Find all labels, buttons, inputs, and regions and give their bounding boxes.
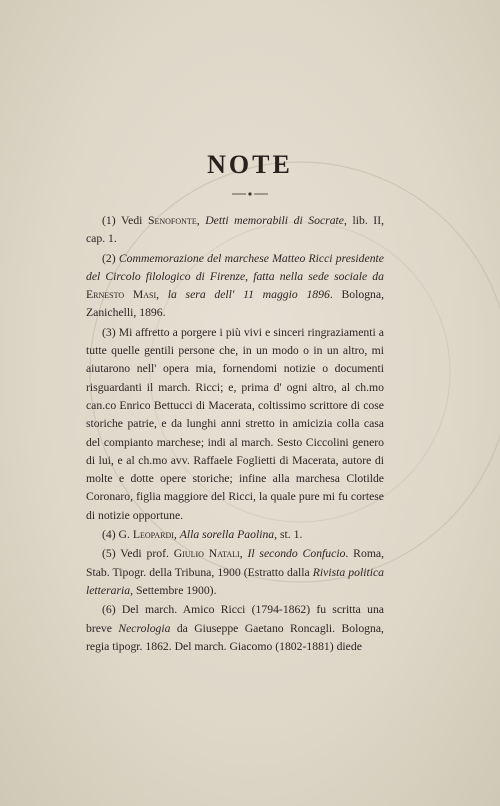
work-title: Il secondo Confucio [247,547,346,561]
note-3: (3) Mi affretto a porgere i più vivi e sinceri ringraziamenti a tutte quelle gentili persone che, in un modo o in un altro, mi aiutarono nell' opera mia, fornendomi notizie o documenti risguardanti il march. Ricci; e, prima d' ogni altro, al ch.mo can.co Enrico Bettucci di Macerata, coltissimo scrittore di cose storiche patrie, e da lunghi anni stretto in amicizia colla casa del compianto marchese; indi al march. Sesto Ciccolini genero di lui, e al ch.mo avv. Raffaele Foglietti di Macerata, autore di molte e dotte opere storiche; infine alla marchesa Clotilde Coronaro, figlia maggiore del Ricci, la quale pure mi fu cortese di notizie opportune. [86,325,384,522]
title-ornament [0,184,500,202]
note-2 [86,250,384,323]
page-title: NOTE [207,150,293,179]
note-text: (4) G. [102,528,133,542]
note-text: (2) [102,251,119,265]
work-title: Rivista politica letteraria [86,565,384,597]
note-5 [86,545,384,600]
author-name: Senofonte [147,214,197,227]
note-text: , st. 1. [274,528,303,542]
note-4 [86,526,384,544]
note-text: (6) Del march. Amico Ricci (1794-1862) fu scritta una breve [86,603,384,635]
note-text: . Bologna, Zanichelli, 1896. [86,288,384,320]
note-text: da Giuseppe Gaetano Roncagli. Bologna, regia tipogr. 1862. Del march. Giacomo (1802-1881) diede [86,621,384,653]
note-6 [86,601,384,656]
note-text: , lib. II, cap. 1. [86,214,385,246]
note-text: . Roma, Stab. Tipogr. della Tribuna, 1900 (Estratto dalla [86,547,385,579]
work-title: Necrologia [118,621,171,635]
author-name: Leopardi [132,528,174,542]
note-text: , [239,547,248,561]
notes-list [86,212,384,657]
note-text: , [196,214,206,227]
note-text: , [173,528,180,542]
note-text: (1) Vedi [102,214,148,227]
work-title: Commemorazione del marchese Matteo Ricci presidente del Circolo filologico di Firenze, fatta nella sede sociale da [86,251,384,283]
author-name: Giulio Natali [173,547,240,561]
work-title: Alla sorella Paolina [179,528,275,542]
work-title: Detti memorabili di Socrate [205,214,344,227]
note-1 [86,212,384,249]
note-text: , [156,288,168,302]
work-title: la sera dell' 11 maggio 1896 [167,288,330,302]
note-text: (5) Vedi prof. [102,547,174,561]
author-name: Ernesto Masi [86,288,157,302]
note-text: , Settembre 1900). [130,583,217,597]
